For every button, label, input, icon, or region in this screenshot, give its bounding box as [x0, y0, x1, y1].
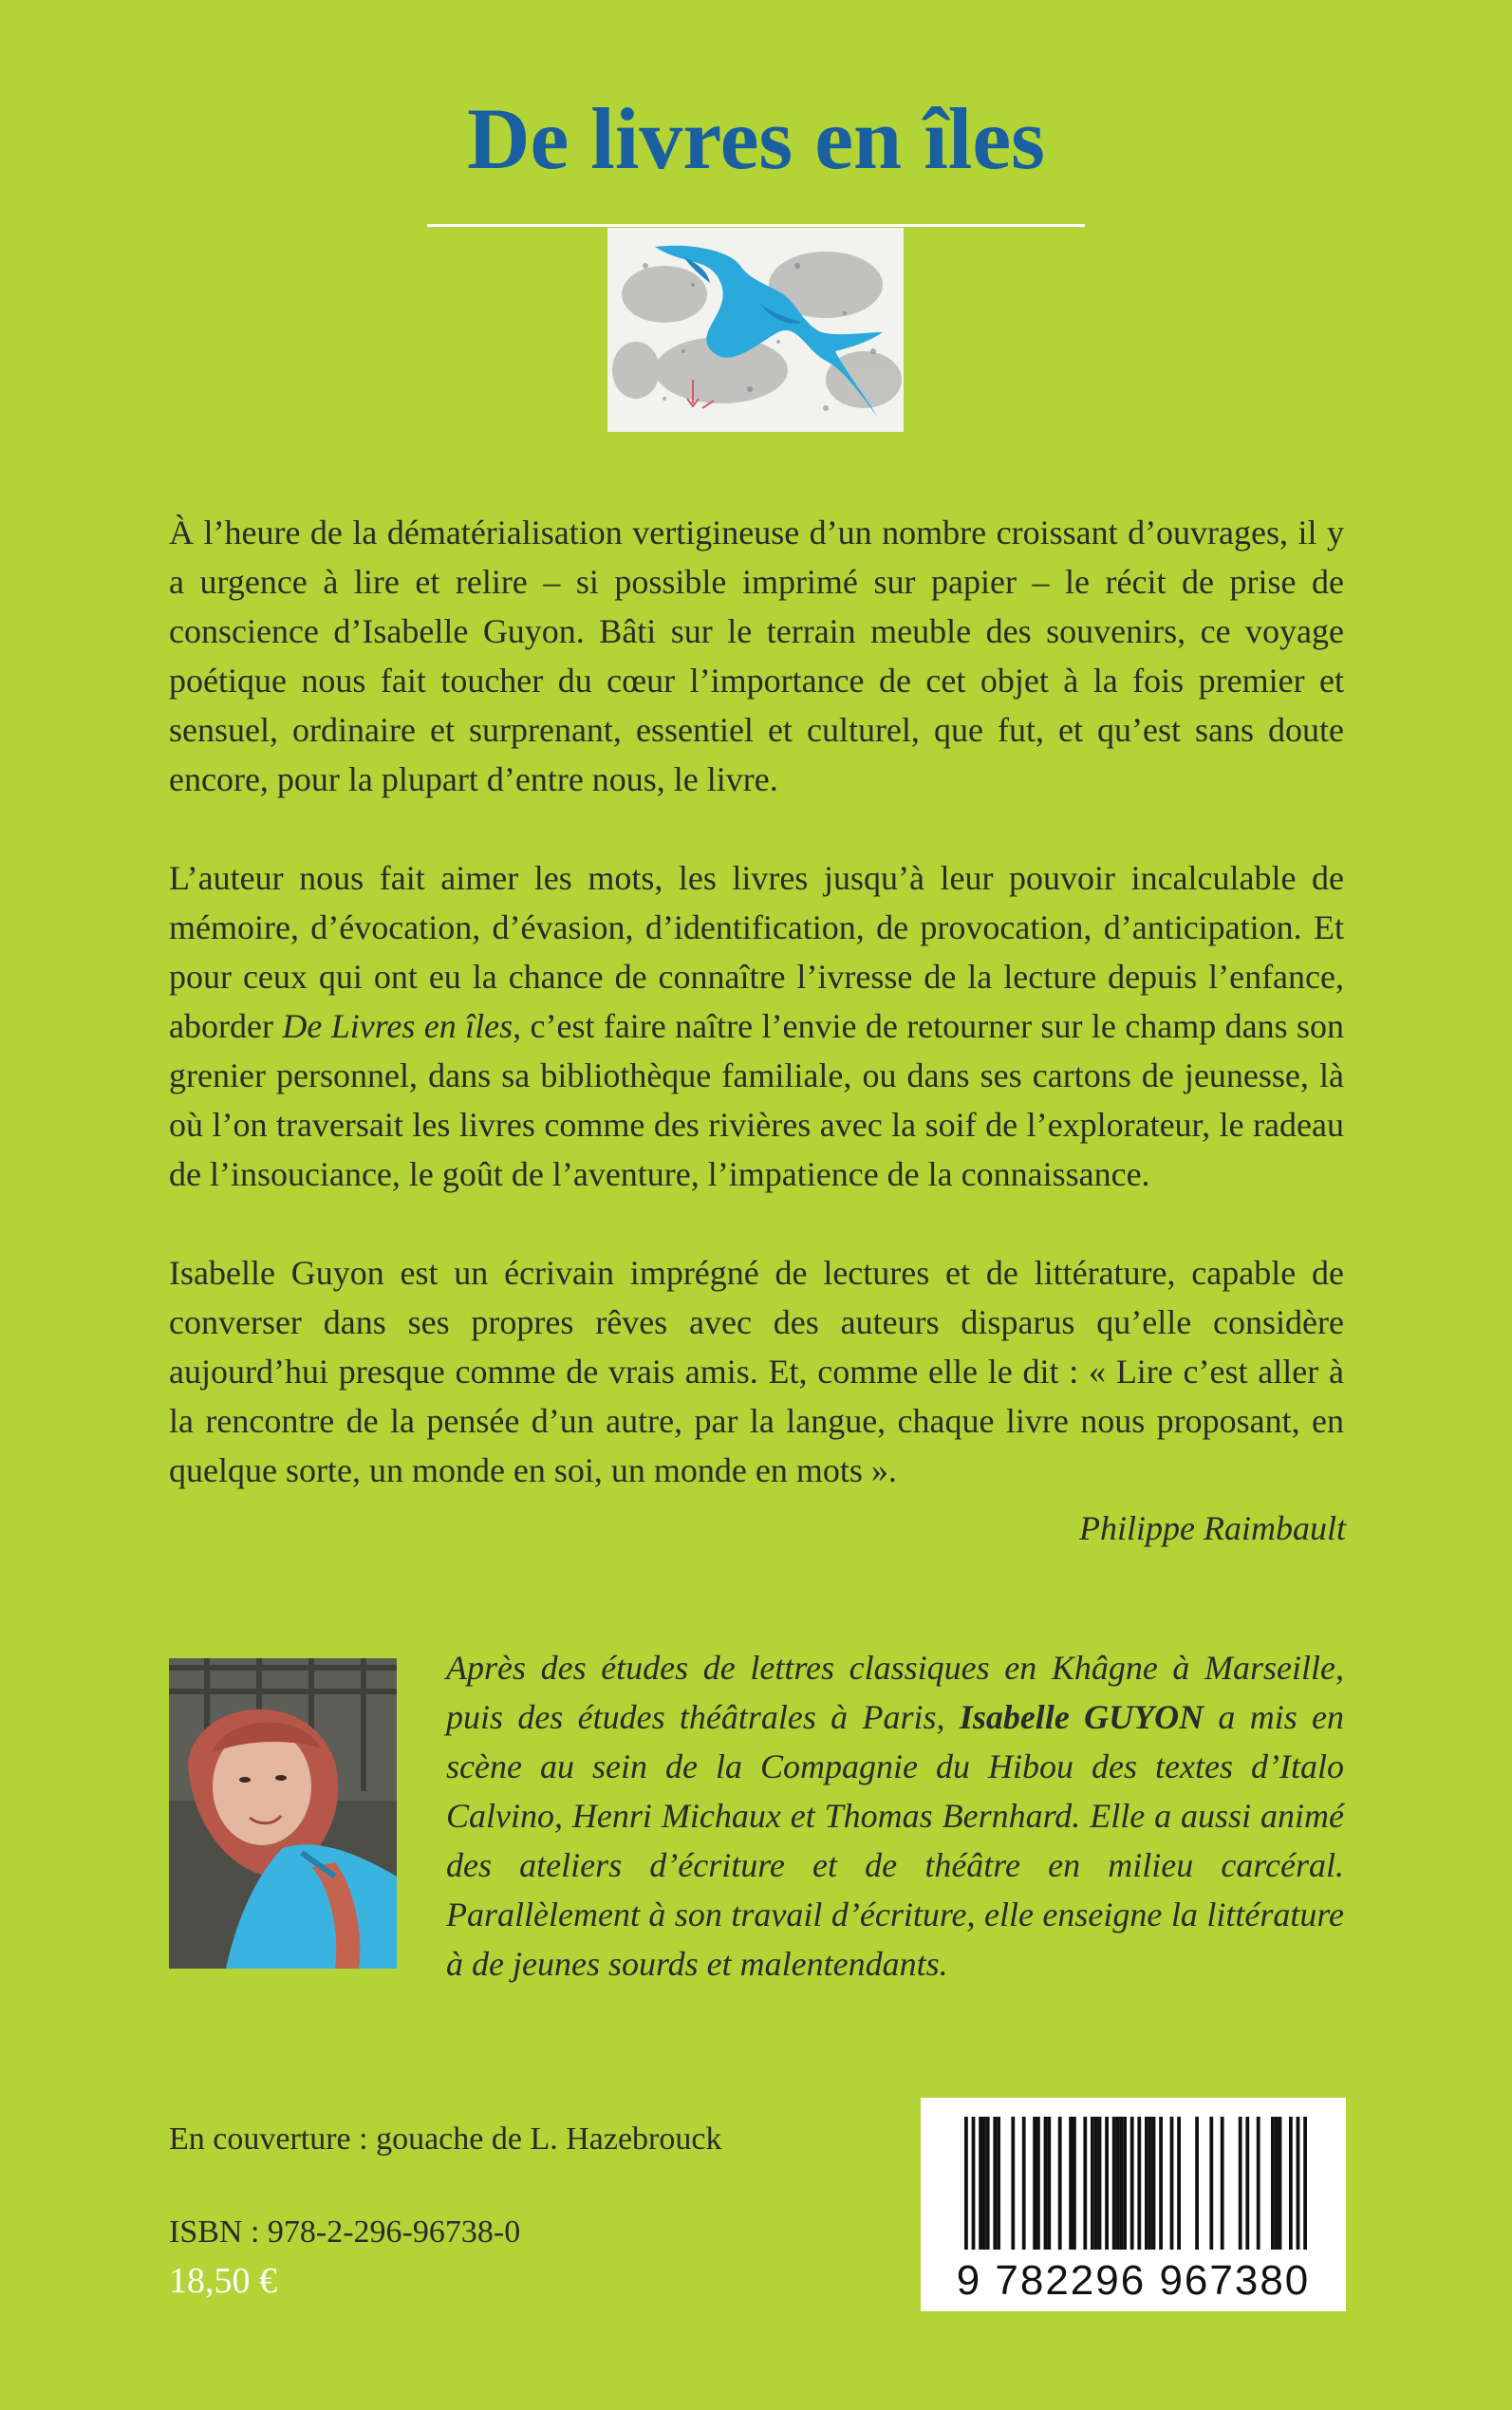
summary-paragraph-3: Isabelle Guyon est un écrivain imprégné de lectures et de littérature, capable de converser dans ses propres rêves avec des auteurs disparus qu’elle considère aujourd’hui presque comme de vrais amis. Et, comme elle le dit : « Lire c’est aller à la rencontre de la pensée d’un autre, par la langue, chaque livre nous proposant, en quelque sorte, un monde en soi, un monde en mots ». — [169, 1254, 1344, 1489]
barcode-bar — [1047, 2117, 1051, 2250]
barcode-bar — [1137, 2117, 1141, 2250]
book-title-italic: De Livres en îles — [282, 1007, 513, 1045]
barcode-bar — [1145, 2117, 1148, 2250]
summary-paragraph-2-start: L’auteur nous fait aimer les mots, les livres jusqu’à leur pouvoir incalculable de mémoire, d’évocation, d’évasion, d’identification, de provocation, d’anticipation. Et pour ceux qui ont eu la chance de connaître l’ivresse de la lecture depuis l’enfance, aborder — [169, 859, 1344, 1045]
barcode-bar — [993, 2117, 997, 2250]
back-cover-summary — [169, 508, 1344, 1495]
barcode-bar — [1116, 2117, 1120, 2250]
barcode-bar — [1011, 2117, 1015, 2250]
barcode-bar — [1091, 2117, 1094, 2250]
summary-paragraph-2-end: , c’est faire naître l’envie de retourner sur le champ dans son grenier personnel, dans sa bibliothèque familiale, ou dans ses cartons de jeunesse, là où l’on traversait les livres comme des rivières avec la soif de l’explorateur, le radeau de l’insouciance, le goût de l’aventure, l’impatience de la connaissance. — [169, 1007, 1344, 1193]
author-name: Isabelle GUYON — [959, 1698, 1204, 1736]
barcode-bar — [1058, 2117, 1062, 2250]
barcode-bar — [1152, 2117, 1156, 2250]
barcode-bar — [1221, 2117, 1224, 2250]
barcode-bar — [1033, 2117, 1036, 2250]
summary-paragraph-1: À l’heure de la dématérialisation vertigineuse d’un nombre croissant d’ouvrages, il y a urgence à lire et relire – si possible imprimé sur papier – le récit de prise de conscience d’Isabelle Guyon. Bâti sur le terrain meuble des souvenirs, ce voyage poétique nous fait toucher du cœur l’importance de cet objet à la fois premier et sensuel, ordinaire et surprenant, essentiel et culturel, que fut, et qu’est sans doute encore, pour la plupart d’entre nous, le livre. — [169, 514, 1344, 798]
barcode-bar — [997, 2117, 1000, 2250]
barcode-bar — [1148, 2117, 1152, 2250]
book-title: De livres en îles — [467, 90, 1045, 187]
barcode-bar — [1130, 2117, 1134, 2250]
cover-credit: En couverture : gouache de L. Hazebrouck — [169, 2121, 722, 2157]
barcode-bar — [1098, 2117, 1102, 2250]
title-underline — [427, 224, 1085, 227]
barcode-bar — [982, 2117, 986, 2250]
barcode-bar — [1119, 2117, 1123, 2250]
barcode-bar — [1297, 2117, 1300, 2250]
author-photo — [169, 1658, 397, 1969]
barcode-bar — [1159, 2117, 1163, 2250]
isbn: ISBN : 978-2-296-96738-0 — [169, 2214, 521, 2250]
barcode-bar — [1123, 2117, 1127, 2250]
review-signature: Philippe Raimbault — [1079, 1509, 1346, 1547]
barcode-bar — [1170, 2117, 1174, 2250]
bio-text-before: Après des études de lettres classiques en Khâgne à Marseille, puis des études théâtrales à Paris, — [446, 1649, 1344, 1736]
bio-text-after: a mis en scène au sein de la Compagnie du Hibou des textes d’Italo Calvino, Henri Michaux et Thomas Bernhard. Elle a aussi animé des ateliers d’écriture et de théâtre en milieu carcéral. Parallèlement à son travail d’écriture, elle enseigne la littérature à de jeunes sourds et malentendants. — [446, 1698, 1345, 1983]
barcode-bar — [1289, 2117, 1293, 2250]
barcode-bar — [1257, 2117, 1260, 2250]
barcode-bar — [1195, 2117, 1199, 2250]
barcode-bar — [1073, 2117, 1076, 2250]
price: 18,50 € — [169, 2261, 277, 2301]
barcode-bar — [1275, 2117, 1279, 2250]
barcode-bar — [1209, 2117, 1213, 2250]
barcode-bar — [1044, 2117, 1048, 2250]
barcode-bars — [938, 2117, 1329, 2250]
barcode-bar — [986, 2117, 990, 2250]
barcode — [921, 2098, 1346, 2311]
barcode-bar — [1239, 2117, 1242, 2250]
barcode-bar — [979, 2117, 982, 2250]
cover-watercolor-illustration — [607, 228, 904, 432]
author-biography — [446, 1643, 1344, 1989]
barcode-bar — [1245, 2117, 1249, 2250]
barcode-bar — [972, 2117, 976, 2250]
barcode-bar — [1271, 2117, 1275, 2250]
barcode-bar — [1036, 2117, 1040, 2250]
barcode-bar — [1112, 2117, 1116, 2250]
barcode-bar — [1069, 2117, 1073, 2250]
barcode-bar — [1303, 2117, 1307, 2250]
barcode-bar — [1105, 2117, 1109, 2250]
barcode-bar — [1094, 2117, 1098, 2250]
barcode-bar — [1083, 2117, 1087, 2250]
barcode-bar — [1177, 2117, 1181, 2250]
barcode-bar — [964, 2117, 968, 2250]
barcode-bar — [1022, 2117, 1026, 2250]
summary-paragraph-2 — [169, 853, 1344, 1199]
barcode-digits: 9 782296 967380 — [956, 2257, 1311, 2304]
barcode-bar — [1279, 2117, 1282, 2250]
